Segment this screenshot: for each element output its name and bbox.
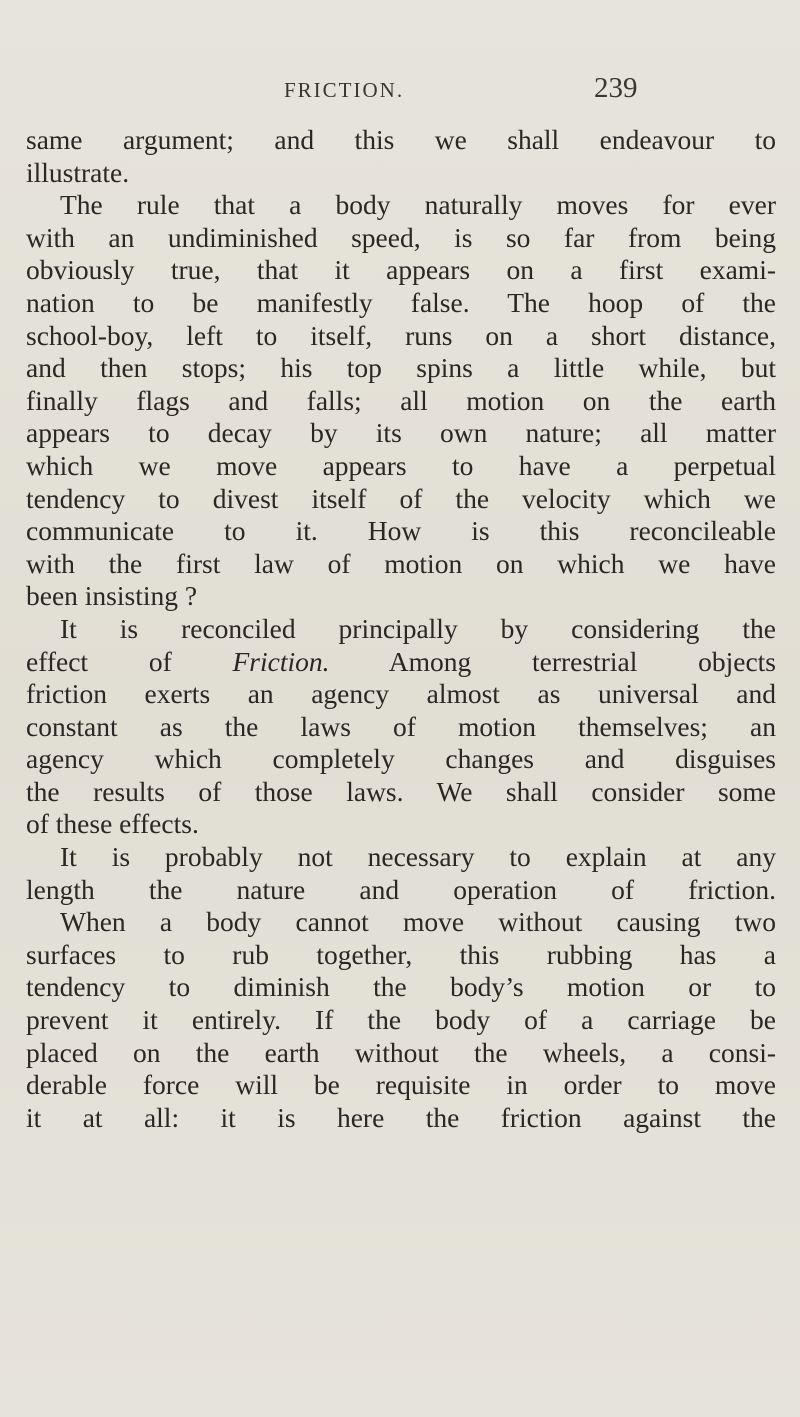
text-line: finally flags and falls; all motion on the earth [26, 384, 776, 416]
text-line: been insisting ? [26, 580, 198, 612]
text-line: school-boy, left to itself, runs on a short distance, [26, 319, 776, 351]
text-line: of these effects. [26, 808, 199, 840]
text-line: communicate to it. How is this reconcileable [26, 515, 776, 547]
text-line: It is reconciled principally by considering the [60, 612, 776, 644]
text-line: appears to decay by its own nature; all matter [26, 417, 776, 449]
text-line: with the first law of motion on which we have [26, 547, 776, 579]
text-line: with an undiminished speed, is so far from being [26, 221, 776, 253]
text-line: When a body cannot move without causing two [60, 906, 776, 938]
text-line: illustrate. [26, 156, 130, 188]
text-line: tendency to divest itself of the velocity which we [26, 482, 776, 514]
text-line: friction exerts an agency almost as universal and [26, 678, 776, 710]
text-line [26, 646, 776, 679]
text-segment: Among terrestrial objects [329, 645, 777, 677]
text-line: It is probably not necessary to explain at any [60, 841, 776, 873]
text-line: constant as the laws of motion themselves; an [26, 710, 776, 742]
text-line: which we move appears to have a perpetual [26, 449, 776, 481]
page-number: 239 [594, 72, 638, 104]
text-line: length the nature and operation of friction. [26, 873, 776, 905]
text-line: obviously true, that it appears on a first exami- [26, 254, 776, 286]
text-line: nation to be manifestly false. The hoop of the [26, 286, 776, 318]
text-line: The rule that a body naturally moves for ever [60, 189, 776, 221]
text-line: agency which completely changes and disguises [26, 743, 776, 775]
text-line: prevent it entirely. If the body of a carriage be [26, 1004, 776, 1036]
page-header [0, 72, 800, 118]
italic-term: Friction. [232, 645, 330, 677]
text-line: and then stops; his top spins a little while, but [26, 352, 776, 384]
text-line: tendency to diminish the body’s motion or to [26, 971, 776, 1003]
text-line: placed on the earth without the wheels, a consi- [26, 1036, 776, 1068]
text-line: the results of those laws. We shall consider some [26, 775, 776, 807]
text-line: derable force will be requisite in order to move [26, 1069, 776, 1101]
text-line: it at all: it is here the friction against the [26, 1101, 776, 1133]
running-head: FRICTION. [284, 78, 405, 102]
body-text [26, 124, 776, 1134]
text-line: surfaces to rub together, this rubbing has a [26, 938, 776, 970]
text-line: same argument; and this we shall endeavour to [26, 124, 776, 155]
text-segment: effect of [26, 645, 233, 677]
